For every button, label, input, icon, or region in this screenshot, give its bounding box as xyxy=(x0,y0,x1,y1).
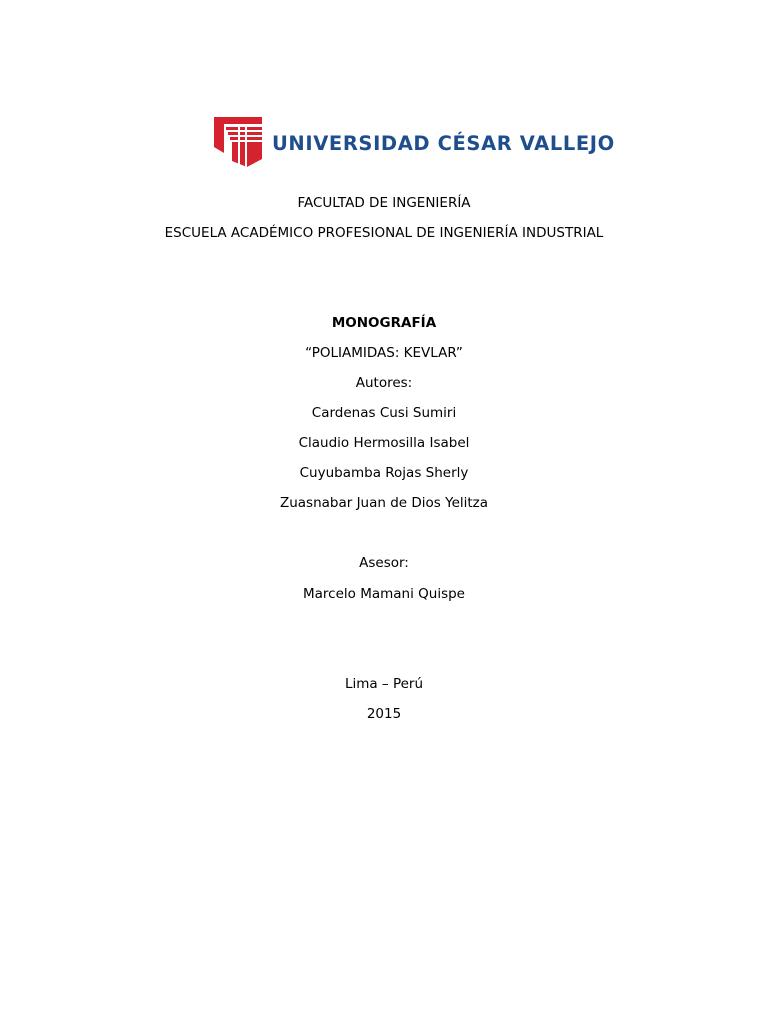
document-title: “POLIAMIDAS: KEVLAR” xyxy=(305,345,463,361)
advisor-name: Marcelo Mamani Quispe xyxy=(303,586,465,602)
authors-label: Autores: xyxy=(355,375,413,391)
author-name: Claudio Hermosilla Isabel xyxy=(298,435,470,451)
year: 2015 xyxy=(366,706,402,722)
author-name: Zuasnabar Juan de Dios Yelitza xyxy=(279,495,489,511)
advisor-label: Asesor: xyxy=(359,555,409,571)
university-wordmark: UNIVERSIDAD CÉSAR VALLEJO xyxy=(272,131,615,155)
school-name: ESCUELA ACADÉMICO PROFESIONAL DE INGENIERÍA INDUSTRIAL xyxy=(164,225,604,241)
ucv-shield-icon xyxy=(214,117,262,167)
university-logo xyxy=(214,117,615,167)
author-name: Cardenas Cusi Sumiri xyxy=(311,405,457,421)
author-name: Cuyubamba Rojas Sherly xyxy=(299,465,469,481)
faculty-name: FACULTAD DE INGENIERÍA xyxy=(297,195,471,211)
document-type: MONOGRAFÍA xyxy=(331,315,437,331)
place: Lima – Perú xyxy=(344,676,424,692)
